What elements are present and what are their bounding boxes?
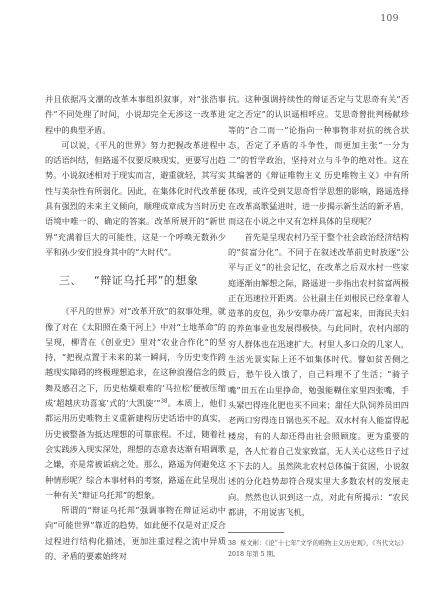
footnote-divider bbox=[228, 532, 284, 533]
left-paragraph-3 bbox=[45, 304, 226, 503]
right-paragraph-1: 抗。这种强调持续性的辩证否定与艾思奇有关“否定之否定”的认识遥相呼应。艾思奇曾批判杨献珍等的“合二而一”论指向一种事物非对抗的统合状态，否定了矛盾的斗争性，而更加主张“一分为二”的哲学政治，坚持对立与斗争的绝对性。这在其编著的《辩证唯物主义 历史唯物主义》中有所体现，或许受到艾思奇哲学思想的影响，路遥选择在改革高歌猛进时，进一步揭示新生活的新矛盾，而这在小说之中又有怎样具体的呈现呢？ bbox=[228, 94, 409, 227]
section-heading-title: “辩证乌托邦”的想象 bbox=[94, 274, 199, 288]
right-column bbox=[228, 92, 409, 520]
left-paragraph-1: 并且依据冯文潮的改革本事组织叙事，对“张浩事件”不同处理了时间，小说却完全无涉这一改革进程中的典型矛盾。 bbox=[45, 94, 226, 135]
page-number: 109 bbox=[380, 14, 399, 24]
section-heading bbox=[45, 274, 226, 288]
left-paragraph-3-tail: 。本质上，他们都运用历史唯物主义重新建构历史话语中的真实，历史被整备为抵达理想的可靠旅程。不过，随着社会实践涉入现实深处，理想的态意表达渐有唱调歌之嫌，亦是常被诟病之处。那么，路遥为何避免这种情形呢？综合本事材料的考察，路遥在此呈现出一种有关“辩证乌托邦”的想象。 bbox=[45, 398, 226, 500]
footnote-text: 蔡文彬：《论“十七年”文学的唯物主义历史观》，《当代文坛》2018 年第 5 期。 bbox=[228, 540, 408, 558]
left-paragraph-4: 所谓的“辩证乌托邦”强调事物在辩证运动中向“可能世界”靠近的趋势，如此便不仅是对正反合过程进行结构化描述，更加注重过程之流中异质的、矛盾的要素始终对 bbox=[45, 505, 226, 562]
left-paragraph-2: 可以说，《平凡的世界》努力把握改革进程中的话语纠结，但路遥不仅要反映现实，更要写出趋势。小说叙述相对于现实而言，避重就轻，其写实性与美杂性有所弱化。因此，在集体化时代改革便具有强烈的未来主义倾向，顺理成章成为当时历史语境中唯一的、确定的答案。改革所展开的“新世界”充满着巨大的可能性，这是一个呼唤无数孙少平和孙少安们投身其中的“大时代”。 bbox=[45, 139, 226, 257]
left-column bbox=[45, 92, 226, 564]
right-paragraph-2: 首先是呈现农村乃至于整个社会政治经济结构的“贫富分化”。不同于在叙述改革前史时放逐“公平与正义”的社会记忆，在改革之后双水村一些家庭逐渐由解想之际，路遥进一步指出农村贫富两极正在迅速拉开距离。公社副主任刘根民已经拿着人造革的皮包，孙少安靠办砖厂富起来，田海民夫妇的养鱼事业也发展得极快。与此同时，农村内部的穷人群体也在迅速扩大。村里人多口众的几家人，生活光景实际上还不如集体时代。譬如贫苦侧之后，愁午役入饿了，自己料理不了生活；“骑子嘴”田五在山里挣命，勉强能糊住家里四张嘴，手头紧巴得连化肥也买不回来；甜任大队饲养员田四老两口穷得连日锅也买不起。双水村有人能富得起楼房，有的人却还得由社会照顾度。更为重要的是，各人忙着自己发家致富，无人关心这些日子过不下去的人。虽然陕北农村总体偏于贫困，小说叙述的分化趋势却符合现实里大多数农村的发展走向。然然也认识到这一点，对此有所揭示：“农民都讲，不用说害飞机， bbox=[228, 231, 409, 518]
footnote bbox=[228, 538, 409, 560]
footnote-reference: 38 bbox=[160, 398, 168, 405]
section-heading-number: 三、 bbox=[59, 274, 82, 288]
footnote-number: 38 bbox=[228, 540, 237, 547]
left-paragraph-3-text: 《平凡的世界》对“改革开放”的叙事处理，就像了对在《太阳照在桑干河上》中对“土地革命”的呈现，柳青在《创业史》里对“农业合作化”的坚持，“把视点置于未来的某一瞬间，今历史变作跨越现实障碍的终极理想追求，在这种浪漫信念的鼓舞及感召之下，历史枯燥艰难的‘马拉松’便被压缩成‘超越庆功喜宴’式的‘大凯旋’” bbox=[45, 306, 226, 409]
